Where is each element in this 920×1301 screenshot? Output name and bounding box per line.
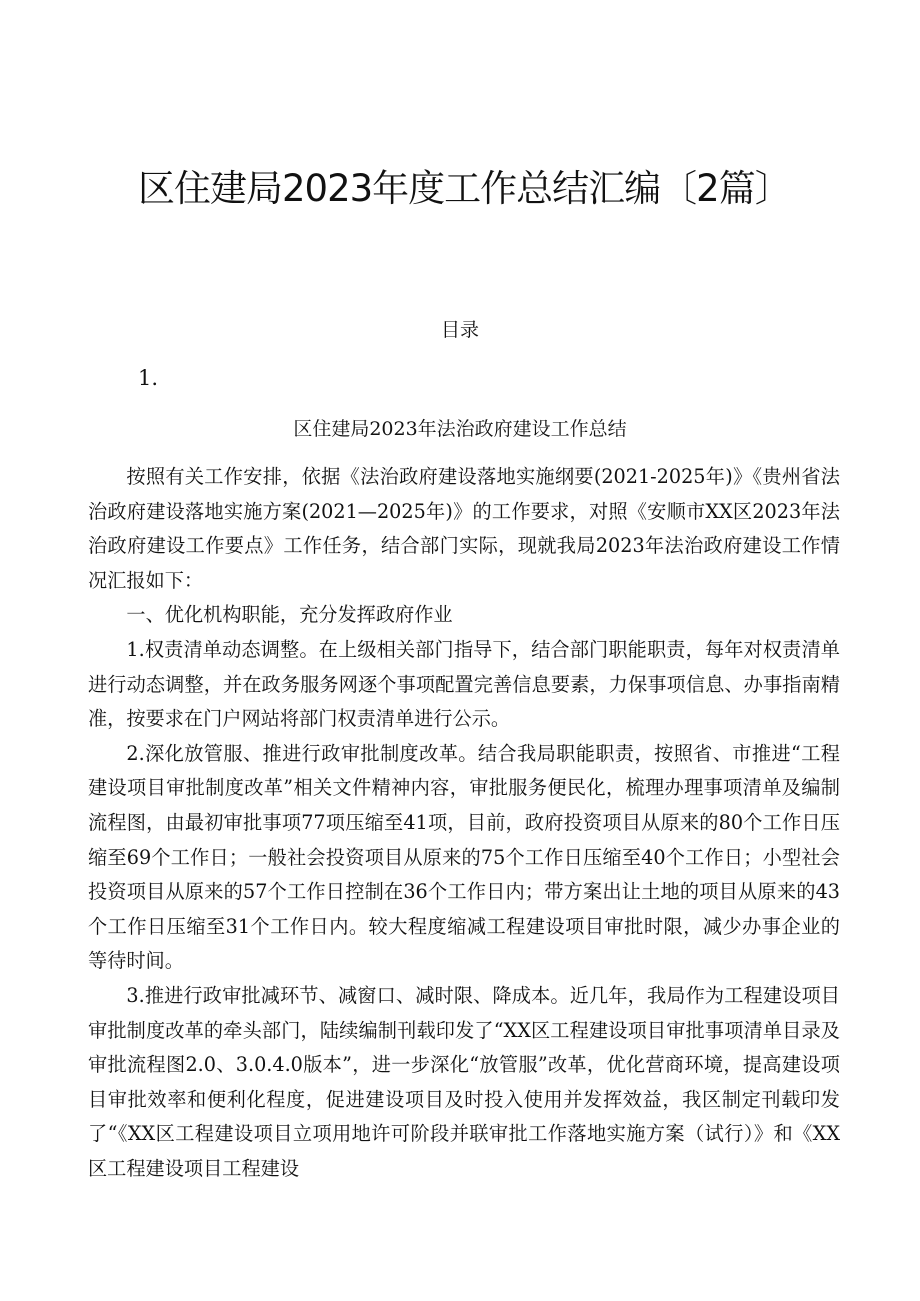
document-title: 区住建局2023年度工作总结汇编〔2篇〕 <box>138 167 791 210</box>
paragraph-item-3: 3.推进行政审批减环节、减窗口、减时限、降成本。近几年，我局作为工程建设项目审批制度改革的牵头部门，陆续编制刊载印发了“XX区工程建设项目审批事项清单目录及审批流程图2.0、3.0.4.0版本”，进一步深化“放管服”改革，优化营商环境，提高建设项目审批效率和便利化程度，促进建设项目及时投入使用并发挥效益，我区制定刊载印发了“《XX区工程建设项目立项用地许可阶段并联审批工作落地实施方案（试行）》和《XX区工程建设项目工程建设 <box>88 983 840 1180</box>
paragraph-item-2: 2.深化放管服、推进行政审批制度改革。结合我局职能职责，按照省、市推进“工程建设项目审批制度改革”相关文件精神内容，审批服务便民化，梳理办理事项清单及编制流程图，由最初审批事项77项压缩至41项，目前，政府投资项目从原来的80个工作日压缩至69个工作日；一般社会投资项目从原来的75个工作日压缩至40个工作日；小型社会投资项目从原来的57个工作日控制在36个工作日内；带方案出让土地的项目从原来的43个工作日压缩至31个工作日内。较大程度缩减工程建设项目审批时限，减少办事企业的等待时间。 <box>88 741 840 973</box>
toc-heading: 目录 <box>440 319 479 341</box>
paragraph-item-1: 1.权责清单动态调整。在上级相关部门指导下，结合部门职能职责，每年对权责清单进行动态调整，并在政务服务网逐个事项配置完善信息要素，力保事项信息、办事指南精准，按要求在门户网站将部门权责清单进行公示。 <box>88 637 840 731</box>
toc-item: 1. <box>138 366 159 390</box>
section-heading: 一、优化机构职能，充分发挥政府作业 <box>126 603 453 627</box>
paragraph-intro: 按照有关工作安排，依据《法治政府建设落地实施纲要(2021-2025年)》《贵州省法治政府建设落地实施方案(2021—2025年)》的工作要求，对照《安顺市XX区2023年法治政府建设工作要点》工作任务，结合部门实际，现就我局2023年法治政府建设工作情况汇报如下： <box>88 465 840 592</box>
article-body <box>88 460 840 1186</box>
article-title: 区住建局2023年法治政府建设工作总结 <box>293 418 627 440</box>
